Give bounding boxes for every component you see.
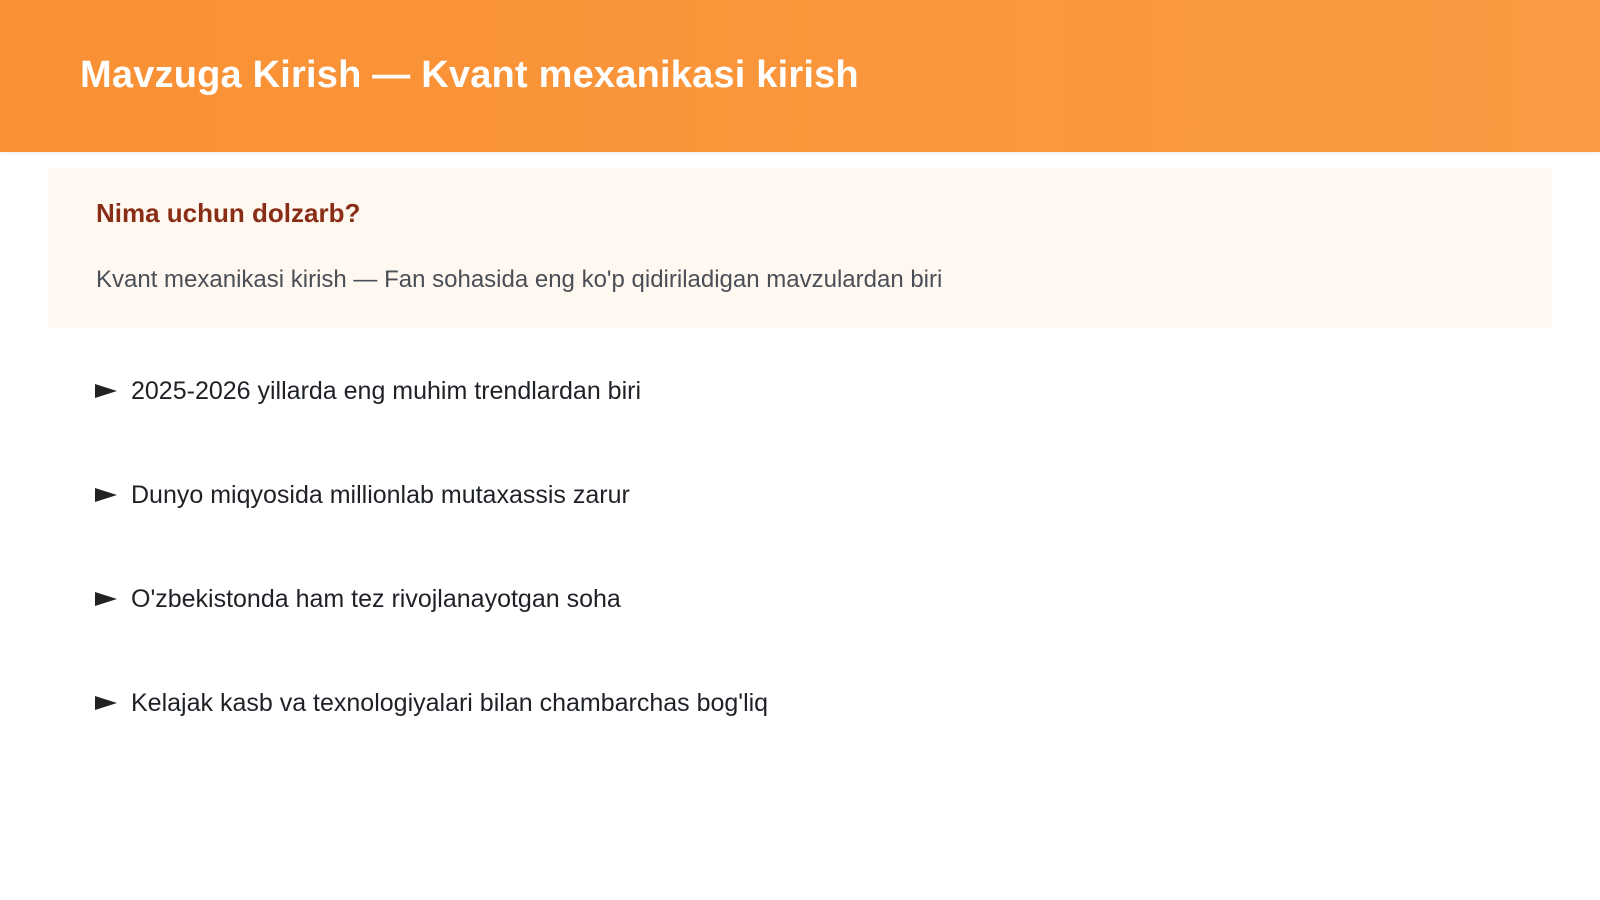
triangle-right-icon [95, 696, 117, 710]
list-item [95, 579, 621, 619]
slide-title: Mavzuga Kirish — Kvant mexanikasi kirish [80, 54, 859, 96]
triangle-right-icon [95, 488, 117, 502]
list-item [95, 371, 641, 411]
list-item-text: Kelajak kasb va texnologiyalari bilan chambarchas bog'liq [131, 688, 769, 717]
callout-text: Kvant mexanikasi kirish — Fan sohasida eng ko'p qidiriladigan mavzulardan biri [96, 266, 943, 293]
header-bar [0, 0, 1600, 152]
list-item [95, 475, 630, 515]
triangle-right-icon [95, 592, 117, 606]
list-item-text: Dunyo miqyosida millionlab mutaxassis zarur [131, 480, 630, 509]
list-item-text: 2025-2026 yillarda eng muhim trendlardan biri [131, 376, 642, 405]
callout-heading: Nima uchun dolzarb? [96, 198, 361, 228]
list-item [95, 683, 768, 723]
callout-box [48, 168, 1552, 328]
triangle-right-icon [95, 384, 117, 398]
list-item-text: O'zbekistonda ham tez rivojlanayotgan soha [131, 584, 621, 613]
